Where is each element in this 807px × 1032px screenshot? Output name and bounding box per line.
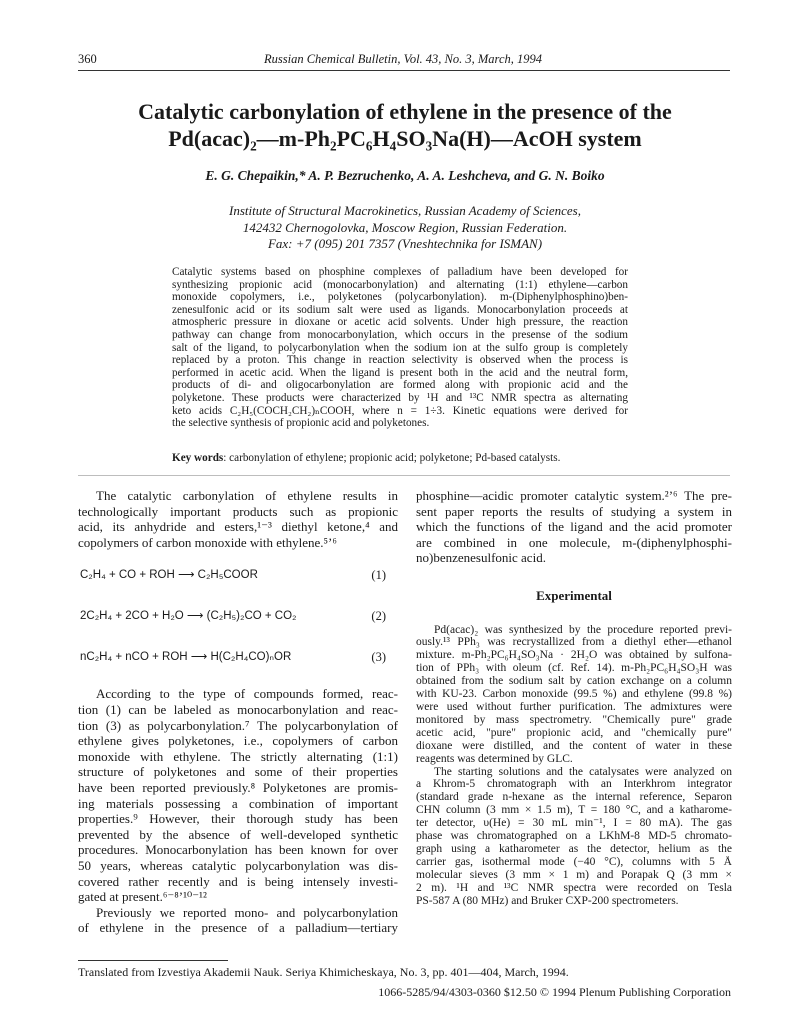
- abstract-line: pathway can change from monocarbonylation, which occurs in the presense of the sodium: [172, 328, 628, 341]
- body-line: gated at present.⁶⁻⁸ʼ¹⁰⁻¹²: [78, 889, 207, 905]
- affiliation-line: Fax: +7 (095) 201 7357 (Vneshtechnika for ISMAN): [267, 236, 543, 251]
- abstract-line: replaced by a proton. This change in reaction selectivity is observed when the process is: [172, 354, 628, 367]
- body-line: acetic acid, "pure" propionic acid, and "chemically pure": [416, 726, 732, 739]
- body-line: The catalytic carbonylation of ethylene results in: [96, 488, 398, 503]
- page-number: 360: [78, 52, 97, 66]
- body-line: CHN column (3 mm × 1.5 m), T = 180 °C, and a katharome-: [416, 804, 732, 817]
- equation-3-text: nC₂H₄ + nCO + ROH ⟶ H(C₂H₄CO)ₙOR: [80, 651, 292, 664]
- section-title: Experimental: [536, 587, 612, 603]
- equation-2: [78, 609, 398, 625]
- body-line: no)benzenesulfonic acid.: [416, 550, 546, 566]
- body-line: are combined in one molecule, m-(diphenylphosphi-: [416, 534, 732, 550]
- body-line: PS-587 A (80 MHz) and Bruker CXP-200 spectrometers.: [416, 894, 679, 907]
- body-line: acid, its anhydride and esters,¹⁻³ diethyl ketone,⁴ and: [78, 519, 398, 535]
- abstract-line: keto acids C₂H₅(COCH₂CH₂)ₙCOOH, where n = 1÷3. Kinetic equations were derived for: [172, 404, 628, 417]
- footer-rule: [78, 960, 228, 961]
- body-line: prevented by the absence of well-developed synthetic: [78, 826, 398, 842]
- body-line: copolymers of carbon monoxide with ethylene.⁵ʼ⁶: [78, 534, 337, 550]
- body-line: structure of polyketones and some of their properties: [78, 764, 398, 780]
- header-rule: [78, 70, 730, 71]
- keywords-label: Key words: [172, 452, 224, 464]
- right-column: [416, 488, 732, 908]
- body-line: The starting solutions and the catalysates were analyzed on: [434, 765, 732, 778]
- body-line: 50 years, whereas catalytic polycarbonylation was dis-: [78, 857, 398, 873]
- body-line: with KU-23. Carbon monoxide (99.5 %) and ethylene (99.8 %): [416, 688, 732, 701]
- experimental-paragraph-1: [416, 624, 732, 766]
- keywords: [172, 452, 642, 464]
- keywords-text: : carbonylation of ethylene; propionic acid; polyketone; Pd-based catalysts.: [223, 452, 561, 464]
- article-title: [80, 98, 730, 152]
- body-line: ing materials possessing a combination of important: [78, 795, 398, 811]
- body-line: of ethylene in the presence of a palladium—tertiary: [78, 920, 398, 936]
- body-line: tion (3) as polycarbonylation.⁷ The polycarbonylation of: [78, 717, 398, 733]
- title-line-2: Pd(acac)₂—m-Ph₂PC₆H₄SO₃Na(H)—AcOH system: [168, 126, 642, 151]
- equation-1-text: C₂H₄ + CO + ROH ⟶ C₂H₅COOR: [80, 569, 258, 582]
- affiliation-line: Institute of Structural Macrokinetics, Russian Academy of Sciences,: [228, 203, 581, 218]
- body-line: Previously we reported mono- and polycarbonylation: [96, 904, 398, 920]
- body-line: ethylene gives polyketones, i.e., copolymers of carbon: [78, 733, 398, 749]
- body-line: were used without further purification. The admixtures were: [416, 701, 732, 713]
- body-line: tion of PPh₃ with oleum (cf. Ref. 14). m-Ph₂PC₆H₄SO₃H was: [416, 662, 732, 675]
- body-line: carrier gas, isothermal mode (−40 °C), columns with 5 Å: [416, 855, 732, 868]
- body-line: ter detector, υ(He) = 30 mL min⁻¹, I = 80 mA). The gas: [416, 817, 732, 830]
- body-line: 2 m). ¹H and ¹³C NMR spectra were recorded on Tesla: [416, 881, 732, 894]
- body-line: phosphine—acidic promoter catalytic system.²ʼ⁶ The pre-: [416, 488, 732, 503]
- equation-1-number: (1): [371, 568, 386, 583]
- body-line: covered rather recently and is being intensely investi-: [78, 873, 398, 889]
- body-line: obtained from the sodium salt by cation exchange on a column: [416, 675, 732, 688]
- left-column: [78, 488, 398, 936]
- body-line: molecular sieves (3 mm × 1 m) and Porapak Q (3 mm ×: [416, 868, 732, 881]
- body-line: monitored by mass spectrometry. "Chemically pure" grade: [416, 713, 732, 726]
- title-line-1: Catalytic carbonylation of ethylene in the presence of the: [138, 99, 672, 124]
- copyright-line: 1066-5285/94/4303-0360 $12.50 © 1994 Plenum Publishing Corporation: [378, 985, 731, 999]
- body-line: (standard grade n-hexane as the internal reference, Separon: [416, 791, 732, 804]
- body-line: which the functions of the ligand and the acid promoter: [416, 519, 732, 535]
- body-line: procedures. Monocarbonylation has been known for over: [78, 842, 398, 858]
- translation-note: Translated from Izvestiya Akademii Nauk. Seriya Khimicheskaya, No. 3, pp. 401—404, March, 1994.: [78, 965, 569, 979]
- equation-1: [78, 568, 398, 584]
- body-line: Pd(acac)₂ was synthesized by the procedure reported previ-: [434, 623, 732, 636]
- body-line: ously.¹³ PPh₃ was recrystallized from a diethyl ether—ethanol: [416, 636, 732, 649]
- experimental-paragraph-2: [416, 766, 732, 908]
- abstract-line: monoxide copolymers, i.e., polyketones (polycarbonylation). m-(Diphenylphosphino)ben-: [172, 291, 628, 304]
- equation-3-number: (3): [371, 650, 386, 665]
- body-line: mixture. m-Ph₂PC₆H₄SO₃Na · 2H₂O was obtained by sulfona-: [416, 649, 732, 662]
- body-line: phase was chromatographed on a LKhM-8 MD-5 chromato-: [416, 830, 732, 843]
- running-head: Russian Chemical Bulletin, Vol. 43, No. 3, March, 1994: [264, 52, 542, 66]
- body-line: According to the type of compounds formed, reac-: [96, 686, 398, 702]
- body-line: technologically important products such as propionic: [78, 503, 398, 519]
- paragraph: [78, 686, 398, 936]
- equation-2-number: (2): [371, 609, 386, 624]
- abstract-line: performed in acetic acid. When the ligand is present both in the acid and the neutral form,: [172, 366, 628, 379]
- body-line: have been reported previously.⁸ Polyketones are promis-: [78, 779, 398, 795]
- body-line: monoxide with ethylene. The strictly alternating (1:1): [78, 748, 398, 764]
- abstract-separator: [78, 475, 730, 476]
- body-line: sent paper reports the results of studying a system in: [416, 503, 732, 519]
- body-line: reagents was determined by GLC.: [416, 752, 573, 765]
- abstract-line: salt of the ligand, to polycarbonylation when the sodium ion at the sulfo group is completely: [172, 341, 628, 354]
- body-line: properties.⁹ However, their thorough study has been: [78, 811, 398, 827]
- abstract-line: products of di- and oligocarbonylation are formed along with propionic acid and the: [172, 379, 628, 392]
- equation-3: [78, 650, 398, 666]
- body-line: tion (1) can be labeled as monocarbonylation and reac-: [78, 701, 398, 717]
- abstract-line: atmospheric pressure in dioxane or acetic acid solvents. Under high pressure, the reaction: [172, 316, 628, 329]
- body-line: dioxane were distilled, and the content of water in these: [416, 739, 732, 752]
- authors: E. G. Chepaikin,* A. P. Bezruchenko, A. A. Leshcheva, and G. N. Boiko: [205, 168, 605, 183]
- abstract-line: polyketone. These products were characterized by ¹H and ¹³C NMR spectra as alternating: [172, 391, 628, 404]
- abstract: [172, 266, 628, 430]
- body-line: graph using a katharometer as the detector, helium as the: [416, 842, 732, 855]
- affiliation: [80, 203, 730, 253]
- affiliation-line: 142432 Chernogolovka, Moscow Region, Russian Federation.: [242, 219, 568, 235]
- body-line: a Khrom-5 chromatograph with an Interkhrom integrator: [416, 778, 732, 791]
- abstract-line: synthesizing propionic acid (monocarbonylation) and alternating (1:1) ethylene—carbon: [172, 278, 628, 291]
- abstract-line: zenesulfonic acid or its sodium salt were used as ligands. Monocarbonylation proceeds at: [172, 303, 628, 316]
- abstract-line: the selective synthesis of propionic acid and polyketones.: [172, 417, 430, 430]
- equation-2-text: 2C₂H₄ + 2CO + H₂O ⟶ (C₂H₅)₂CO + CO₂: [80, 610, 297, 623]
- abstract-line: Catalytic systems based on phosphine complexes of palladium have been developed for: [172, 266, 628, 278]
